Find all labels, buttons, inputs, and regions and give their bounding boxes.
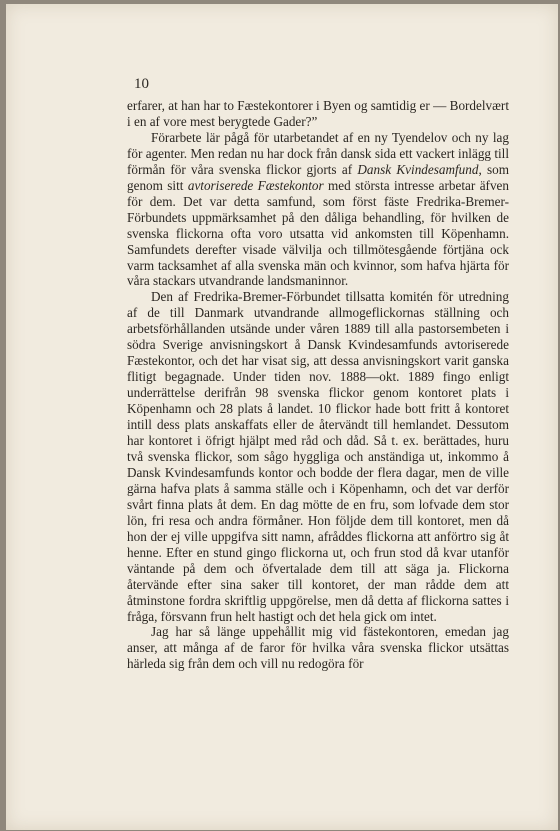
italic-text: avtoriserede Fæstekontor	[187, 177, 324, 193]
text-run: Jag har så länge uppehållit mig vid fästekontoren, emedan jag anser, att många af de faror för hvilka våra svenska flickor utsättas härleda sig från dem och vill nu redogöra för	[127, 624, 509, 672]
text-run: Förarbete lär pågå för utarbetandet af en ny Tyendelov och ny lag för agenter. Men redan nu har dock från dansk sida ett vackert inlägg till förmån för våra svenska flickor gjorts af	[127, 129, 509, 177]
page-number: 10	[134, 76, 149, 92]
text-run: , som genom sitt	[127, 161, 510, 193]
paragraph	[127, 624, 509, 672]
text-run: Den af Fredrika-Bremer-Förbundet tillsatta komitén för utredning af de till Danmark utvandrande allmogeflickornas ställning och arbetsförhållanden utsände under våren 1889 till alla pastorsembeten i södra Sverige anvisningskort å Dansk Kvindesamfunds avtoriserede Fæstekontor, och det har visat sig, att dessa anvisningskort varit ganska flitigt begagnade. Under tiden nov. 1888—okt. 1889 fingo enligt underrättelse derifrån 98 svenska flickor genom kontoret plats i Köpenhamn och 28 plats å landet. 10 flickor hade bott fritt å kontoret intill dess plats anskaffats eller de återvändt till hemlandet. Dessutom har kontoret i öfrigt hjälpt med råd och dåd. Så t. ex. berättades, huru två svenska flickor, som sågo hyggliga och anständiga ut, inkommo å Dansk Kvindesamfunds kontor och bodde der flera dagar, men de ville gärna hafva plats å samma ställe och i Köpenhamn, och det var derför svårt finna plats åt dem. En dag mötte de en fru, som lofvade dem stor lön, fri resa och andra förmåner. Hon följde dem till kontoret, men då hon der ej ville uppgifva sitt namn, afråddes flickorna att anförtro sig åt henne. Efter en stund gingo flickorna ut, och frun stod då kvar utanför väntande på dem och öfvertalade dem till att säga ja. Flickorna återvände efter sina saker till kontoret, der man rådde dem att åtminstone fordra skriftlig uppgörelse, men då detta af flickorna sattes i fråga, försvann frun helt hastigt och det hela gick om intet.	[127, 289, 509, 624]
book-page	[6, 4, 558, 830]
text-run: med största intresse arbetar äfven för dem. Det var detta samfund, som först fäste Fredrika-Bremer-Förbundets uppmärksamhet på den dåliga behandling, för hvilken de svenska flickorna ofta voro utsatta vid ankomsten till Köpenhamn. Samfundets derefter visade välvilja och tillmötesgående förtjäna ock varm tacksamhet af alla svenska män och kvinnor, som hafva hjärta för våra stackars utvandrande landsmaninnor.	[127, 177, 509, 289]
paragraph	[127, 289, 509, 624]
paragraph	[127, 98, 509, 130]
body-text	[127, 98, 509, 672]
paragraph	[127, 130, 509, 290]
italic-text: Dansk Kvindesamfund	[357, 161, 479, 177]
text-run: erfarer, at han har to Fæstekontorer i Byen og samtidig er — Bordelvært i en af vore mest berygtede Gader?”	[127, 98, 509, 129]
